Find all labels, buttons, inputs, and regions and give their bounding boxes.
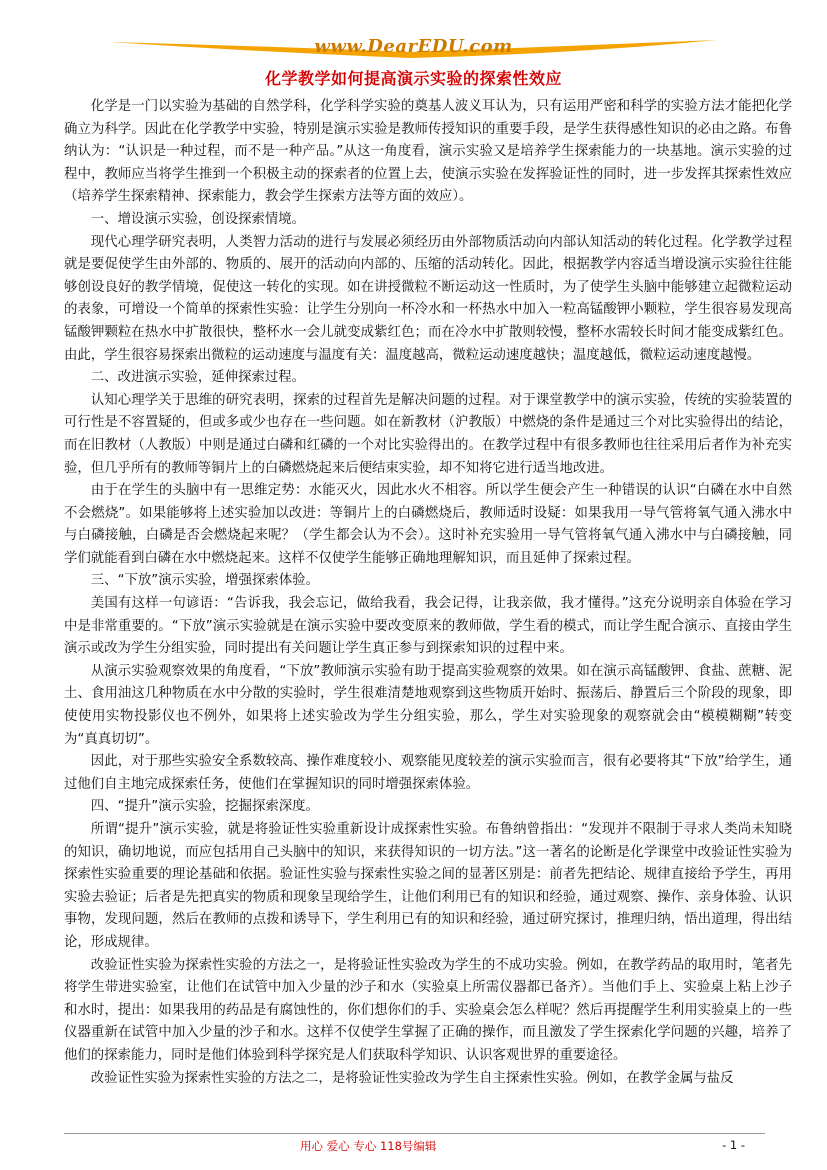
paragraph: 认知心理学关于思维的研究表明，探索的过程首先是解决问题的过程。对于课堂教学中的演示实验，传统的实验装置的可行性是不容置疑的，但或多或少也存在一些问题。如在新教材（沪教版）中燃烧的条件是通过三个对比实验得出的结论，而在旧教材（人教版）中则是通过白磷和红磷的一个对比实验得出的。在教学过程中有很多教师也往往采用后者作为补充实验，但几乎所有的教师等铜片上的白磷燃烧起来后便结束实验，却不知将它进行适当地改进。 <box>64 392 792 476</box>
article-title: 化学教学如何提高演示实验的探索性效应 <box>264 69 562 88</box>
paragraph: 所谓“提升”演示实验，就是将验证性实验重新设计成探索性实验。布鲁纳曾指出：“发现并不限制于寻求人类尚未知晓的知识，确切地说，而应包括用自己头脑中的知识，来获得知识的一切方法。”这一著名的论断是化学课堂中改验证性实验为探索性实验重要的理论基础和依据。验证性实验与探索性实验之间的显著区别是：前者先把结论、规律直接给予学生，再用实验去验证；后者是先把真实的物质和现象呈现给学生，让他们利用已有的知识和经验，通过观察、操作、亲身体验、认识事物，发现问题，然后在教师的点拨和诱导下，学生利用已有的知识和经验，通过研究探讨，推理归纳，悟出道理，得出结论，形成规律。 <box>64 822 792 950</box>
section-heading: 三、“下放”演示实验，增强探索体验。 <box>90 573 319 589</box>
paragraph: 从演示实验观察效果的角度看，“下放”教师演示实验有助于提高实验观察的效果。如在演示高锰酸钾、食盐、蔗糖、泥土、食用油这几种物质在水中分散的实验时，学生很难清楚地观察到这些物质开始时、振荡后、静置后三个阶段的现象，即使使用实物投影仪也不例外，如果将上述实验改为学生分组实验，那么，学生对实验现象的观察就会由“模模糊糊”转变为“真真切切”。 <box>64 663 792 747</box>
paragraph: 化学是一门以实验为基础的自然学科，化学科学实验的奠基人波义耳认为，只有运用严密和科学的实验方法才能把化学确立为科学。因此在化学教学中实验，特别是演示实验是教师传授知识的重要手段，是学生获得感性知识的必由之路。布鲁纳认为：“认识是一种过程，而不是一种产品。”从这一角度看，演示实验又是培养学生探索能力的一块基地。演示实验的过程中，教师应当将学生推到一个积极主动的探索者的位置上去，使演示实验在发挥验证性的同时，进一步发挥其探索性效应（培养学生探索精神、探索能力，教会学生探索方法等方面的效应）。 <box>64 99 792 205</box>
section-heading: 一、增设演示实验，创设探索情境。 <box>90 211 306 227</box>
site-logo[interactable]: www.DearEDU.com <box>314 36 513 57</box>
section-heading: 二、改进演示实验，延伸探索过程。 <box>90 370 306 386</box>
paragraph: 现代心理学研究表明，人类智力活动的进行与发展必须经历由外部物质活动向内部认知活动的转化过程。化学教学过程就是要促使学生由外部的、物质的、展开的活动向内部的、压缩的活动转化。因此，根据教学内容适当增设演示实验往往能够创设良好的教学情境，促使这一转化的实现。如在讲授微粒不断运动这一性质时，为了使学生头脑中能够建立起微粒运动的表象，可增设一个简单的探索性实验：让学生分别向一杯冷水和一杯热水中加入一粒高锰酸钾小颗粒，学生很容易发现高锰酸钾颗粒在热水中扩散很快，整杯水一会儿就变成紫红色；而在冷水中扩散则较慢，整杯水需较长时间才能变成紫红色。由此，学生很容易探索出微粒的运动速度与温度有关：温度越高，微粒运动速度越快；温度越低，微粒运动速度越慢。 <box>64 234 792 363</box>
paragraph: 改验证性实验为探索性实验的方法之二，是将验证性实验改为学生自主探索性实验。例如，在教学金属与盐反 <box>90 1070 734 1086</box>
paragraph: 由于在学生的头脑中有一思维定势：水能灭火，因此水火不相容。所以学生便会产生一种错误的认识“白磷在水中自然不会燃烧”。如果能够将上述实验加以改进：等铜片上的白磷燃烧后，教师适时设疑：如果我用一导气管将氧气通入沸水中与白磷接触，白磷是否会燃烧起来呢？（学生都会认为不会）。这时补充实验用一导气管将氧气通入沸水中与白磷接触，同学们就能看到白磷在水中燃烧起来。这样不仅使学生能够正确地理解知识，而且延伸了探索过程。 <box>64 483 792 566</box>
section-heading: 四、“提升”演示实验，挖掘探索深度。 <box>90 799 319 815</box>
paragraph: 因此，对于那些实验安全系数较高、操作难度较小、观察能见度较差的演示实验而言，很有必要将其“下放”给学生，通过他们自主地完成探索任务，使他们在掌握知识的同时增强探索体验。 <box>64 754 792 792</box>
footer-divider <box>64 1133 765 1134</box>
page-number: - 1 - <box>722 1138 745 1152</box>
article-body <box>64 96 792 1090</box>
paragraph: 美国有这样一句谚语：“告诉我，我会忘记，做给我看，我会记得，让我亲做，我才懂得。”这充分说明亲自体验在学习中是非常重要的。“下放”演示实验就是在演示实验中要改变原来的教师做，学生看的模式，而让学生配合演示、直接由学生演示或改为学生分组实验，同时提出有关问题让学生真正参与到探索知识的过程中来。 <box>64 596 792 657</box>
footer-slogan: 用心 爱心 专心 118号编辑 <box>300 1139 437 1153</box>
paragraph: 改验证性实验为探索性实验的方法之一，是将验证性实验改为学生的不成功实验。例如，在教学药品的取用时，笔者先将学生带进实验室，让他们在试管中加入少量的沙子和水（实验桌上所需仪器都已备齐）。当他们手上、实验桌上粘上沙子和水时，提出：如果我用的药品是有腐蚀性的，你们想你们的手、实验桌会怎么样呢？然后再提醒学生利用实验桌上的一些仪器重新在试管中加入少量的沙子和水。这样不仅使学生掌握了正确的操作，而且激发了学生探索化学问题的兴趣，培养了他们的探索能力，同时是他们体验到科学探究是人们获取科学知识、认识客观世界的重要途径。 <box>64 957 792 1063</box>
header-banner <box>110 34 717 64</box>
